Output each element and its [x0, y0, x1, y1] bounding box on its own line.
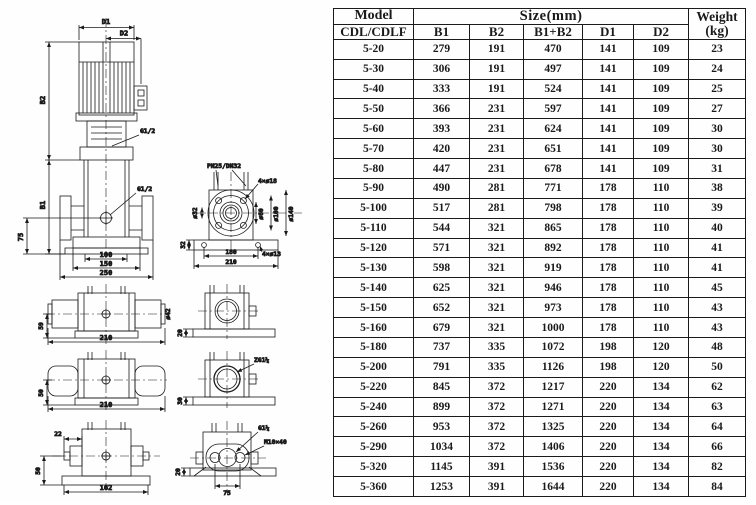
- model-cell: 5-200: [334, 357, 414, 377]
- value-cell: 178: [583, 278, 634, 298]
- value-cell: 23: [689, 39, 746, 59]
- model-cell: 5-260: [334, 417, 414, 437]
- table-row: [334, 198, 746, 218]
- table-body: [334, 39, 746, 496]
- label-zg114: ZG1¼: [254, 357, 270, 364]
- value-cell: 1271: [524, 397, 583, 417]
- label-4x18: 4×ø18: [258, 178, 277, 185]
- value-cell: 372: [470, 417, 524, 437]
- label-pn25-dn32: PN25/DN32: [206, 163, 242, 170]
- value-cell: 110: [634, 258, 689, 278]
- value-cell: 652: [414, 298, 470, 318]
- value-cell: 470: [524, 39, 583, 59]
- model-cell: 5-100: [334, 198, 414, 218]
- value-cell: 191: [470, 59, 524, 79]
- value-cell: 335: [470, 337, 524, 357]
- value-cell: 737: [414, 337, 470, 357]
- dim-30: 30: [177, 397, 184, 405]
- value-cell: 48: [689, 337, 746, 357]
- header-b2: B2: [470, 25, 524, 40]
- value-cell: 490: [414, 178, 470, 198]
- table-row: [334, 278, 746, 298]
- value-cell: 625: [414, 278, 470, 298]
- value-cell: 281: [470, 178, 524, 198]
- model-cell: 5-220: [334, 377, 414, 397]
- table-row: [334, 59, 746, 79]
- value-cell: 109: [634, 99, 689, 119]
- header-weight: [689, 9, 746, 40]
- value-cell: 39: [689, 198, 746, 218]
- value-cell: 109: [634, 159, 689, 179]
- header-model: Model: [334, 9, 414, 25]
- value-cell: 220: [583, 417, 634, 437]
- value-cell: 321: [470, 278, 524, 298]
- dim-20-p1: 20: [177, 329, 184, 337]
- value-cell: 333: [414, 79, 470, 99]
- value-cell: 447: [414, 159, 470, 179]
- value-cell: 43: [689, 318, 746, 338]
- table-row: [334, 337, 746, 357]
- value-cell: 134: [634, 477, 689, 497]
- dim-162: 162: [99, 484, 113, 492]
- value-cell: 220: [583, 377, 634, 397]
- value-cell: 84: [689, 477, 746, 497]
- value-cell: 141: [583, 159, 634, 179]
- table-row: [334, 437, 746, 457]
- model-cell: 5-80: [334, 159, 414, 179]
- value-cell: 651: [524, 139, 583, 159]
- value-cell: 66: [689, 437, 746, 457]
- value-cell: 110: [634, 278, 689, 298]
- value-cell: 141: [583, 99, 634, 119]
- table-row: [334, 477, 746, 497]
- dim-180: 180: [225, 249, 237, 256]
- value-cell: 109: [634, 79, 689, 99]
- value-cell: 109: [634, 139, 689, 159]
- header-d1: D1: [583, 25, 634, 40]
- value-cell: 372: [470, 397, 524, 417]
- value-cell: 798: [524, 198, 583, 218]
- value-cell: 231: [470, 139, 524, 159]
- pump-technical-drawing: [0, 0, 333, 500]
- dim-150: 150: [99, 260, 113, 268]
- value-cell: 366: [414, 99, 470, 119]
- value-cell: 109: [634, 119, 689, 139]
- value-cell: 597: [524, 99, 583, 119]
- header-b1: B1: [414, 25, 470, 40]
- side-view-3: [35, 420, 160, 495]
- value-cell: 1406: [524, 437, 583, 457]
- table-row: [334, 377, 746, 397]
- dim-210-a: 210: [99, 334, 113, 342]
- value-cell: 110: [634, 298, 689, 318]
- value-cell: 82: [689, 457, 746, 477]
- value-cell: 178: [583, 178, 634, 198]
- flange-detail-view: [180, 163, 302, 269]
- value-cell: 110: [634, 178, 689, 198]
- label-g12-upper: G1/2: [140, 128, 156, 135]
- value-cell: 679: [414, 318, 470, 338]
- table-row: [334, 178, 746, 198]
- value-cell: 178: [583, 218, 634, 238]
- table-row: [334, 218, 746, 238]
- value-cell: 321: [470, 318, 524, 338]
- port-view-1: [177, 284, 275, 339]
- value-cell: 1000: [524, 318, 583, 338]
- value-cell: 517: [414, 198, 470, 218]
- table-row: [334, 357, 746, 377]
- value-cell: 678: [524, 159, 583, 179]
- value-cell: 38: [689, 178, 746, 198]
- model-cell: 5-90: [334, 178, 414, 198]
- model-cell: 5-160: [334, 318, 414, 338]
- model-cell: 5-40: [334, 79, 414, 99]
- dim-d1: D1: [101, 18, 111, 26]
- value-cell: 1325: [524, 417, 583, 437]
- value-cell: 220: [583, 437, 634, 457]
- value-cell: 1217: [524, 377, 583, 397]
- dim-50-c: 50: [35, 467, 42, 475]
- value-cell: 497: [524, 59, 583, 79]
- value-cell: 335: [470, 357, 524, 377]
- value-cell: 279: [414, 39, 470, 59]
- value-cell: 1644: [524, 477, 583, 497]
- value-cell: 109: [634, 59, 689, 79]
- value-cell: 110: [634, 318, 689, 338]
- value-cell: 63: [689, 397, 746, 417]
- port-view-2: [177, 351, 275, 408]
- table-row: [334, 79, 746, 99]
- value-cell: 598: [414, 258, 470, 278]
- value-cell: 24: [689, 59, 746, 79]
- value-cell: 31: [689, 159, 746, 179]
- value-cell: 30: [689, 119, 746, 139]
- dim-210-b: 210: [99, 401, 113, 409]
- value-cell: 624: [524, 119, 583, 139]
- value-cell: 141: [583, 139, 634, 159]
- dim-phi140: ø140: [288, 206, 295, 222]
- value-cell: 120: [634, 337, 689, 357]
- dim-100: 100: [99, 251, 113, 259]
- dim-75: 75: [17, 232, 25, 242]
- table-row: [334, 397, 746, 417]
- value-cell: 919: [524, 258, 583, 278]
- dim-phi100: ø100: [273, 206, 280, 222]
- value-cell: 231: [470, 99, 524, 119]
- dim-phi60: ø60: [258, 208, 265, 220]
- value-cell: 321: [470, 238, 524, 258]
- table-row: [334, 238, 746, 258]
- value-cell: 321: [470, 258, 524, 278]
- header-size-mm: Size(mm): [414, 9, 689, 25]
- value-cell: 220: [583, 477, 634, 497]
- value-cell: 134: [634, 457, 689, 477]
- table-row: [334, 298, 746, 318]
- value-cell: 141: [583, 39, 634, 59]
- dim-phi32: ø32: [192, 207, 199, 219]
- dimension-table-wrap: [333, 8, 745, 497]
- value-cell: 791: [414, 357, 470, 377]
- value-cell: 281: [470, 198, 524, 218]
- value-cell: 220: [583, 457, 634, 477]
- model-cell: 5-150: [334, 298, 414, 318]
- value-cell: 865: [524, 218, 583, 238]
- value-cell: 220: [583, 397, 634, 417]
- dim-32: 32: [180, 241, 187, 249]
- value-cell: 178: [583, 298, 634, 318]
- label-g12-lower: G1/2: [137, 186, 153, 193]
- value-cell: 571: [414, 238, 470, 258]
- value-cell: 141: [583, 119, 634, 139]
- value-cell: 391: [470, 477, 524, 497]
- header-weight-line2: (kg): [705, 22, 729, 38]
- value-cell: 27: [689, 99, 746, 119]
- value-cell: 372: [470, 377, 524, 397]
- dim-210-flange: 210: [225, 259, 237, 266]
- model-cell: 5-20: [334, 39, 414, 59]
- main-front-view: [17, 18, 155, 280]
- value-cell: 45: [689, 278, 746, 298]
- value-cell: 141: [583, 59, 634, 79]
- value-cell: 198: [583, 357, 634, 377]
- label-m10x40: M10×40: [264, 439, 287, 446]
- table-row: [334, 139, 746, 159]
- header-d2: D2: [634, 25, 689, 40]
- value-cell: 1034: [414, 437, 470, 457]
- model-cell: 5-290: [334, 437, 414, 457]
- value-cell: 110: [634, 238, 689, 258]
- value-cell: 109: [634, 39, 689, 59]
- value-cell: 1072: [524, 337, 583, 357]
- table-row: [334, 417, 746, 437]
- model-cell: 5-120: [334, 238, 414, 258]
- model-cell: 5-180: [334, 337, 414, 357]
- value-cell: 134: [634, 417, 689, 437]
- value-cell: 134: [634, 377, 689, 397]
- dim-phi42: ø42: [165, 308, 172, 320]
- model-cell: 5-360: [334, 477, 414, 497]
- value-cell: 30: [689, 139, 746, 159]
- value-cell: 544: [414, 218, 470, 238]
- label-g114: G1¼: [258, 425, 270, 432]
- header-cdl-cdlf: CDL/CDLF: [334, 25, 414, 40]
- value-cell: 62: [689, 377, 746, 397]
- label-4x13: 4×ø13: [262, 251, 281, 258]
- value-cell: 973: [524, 298, 583, 318]
- value-cell: 771: [524, 178, 583, 198]
- dim-b2: B2: [39, 95, 47, 105]
- value-cell: 178: [583, 198, 634, 218]
- model-cell: 5-70: [334, 139, 414, 159]
- value-cell: 420: [414, 139, 470, 159]
- value-cell: 1126: [524, 357, 583, 377]
- table-row: [334, 457, 746, 477]
- table-header: [334, 9, 746, 40]
- value-cell: 393: [414, 119, 470, 139]
- value-cell: 1253: [414, 477, 470, 497]
- value-cell: 892: [524, 238, 583, 258]
- dim-b1: B1: [39, 200, 47, 210]
- value-cell: 899: [414, 397, 470, 417]
- oval-flange-view: [175, 421, 287, 497]
- value-cell: 50: [689, 357, 746, 377]
- side-view-2: [38, 350, 167, 412]
- value-cell: 40: [689, 218, 746, 238]
- value-cell: 110: [634, 218, 689, 238]
- value-cell: 321: [470, 298, 524, 318]
- pump-drawing-svg: [0, 0, 333, 500]
- value-cell: 191: [470, 79, 524, 99]
- dim-d2: D2: [119, 29, 129, 38]
- table-row: [334, 99, 746, 119]
- value-cell: 178: [583, 238, 634, 258]
- model-cell: 5-130: [334, 258, 414, 278]
- model-cell: 5-320: [334, 457, 414, 477]
- value-cell: 110: [634, 198, 689, 218]
- value-cell: 946: [524, 278, 583, 298]
- value-cell: 198: [583, 337, 634, 357]
- header-weight-line1: Weight: [696, 8, 738, 24]
- value-cell: 524: [524, 79, 583, 99]
- value-cell: 372: [470, 437, 524, 457]
- value-cell: 64: [689, 417, 746, 437]
- value-cell: 134: [634, 437, 689, 457]
- value-cell: 1536: [524, 457, 583, 477]
- table-row: [334, 119, 746, 139]
- value-cell: 391: [470, 457, 524, 477]
- value-cell: 41: [689, 258, 746, 278]
- value-cell: 953: [414, 417, 470, 437]
- model-cell: 5-140: [334, 278, 414, 298]
- table-row: [334, 159, 746, 179]
- header-b1b2: B1+B2: [524, 25, 583, 40]
- value-cell: 43: [689, 298, 746, 318]
- value-cell: 178: [583, 318, 634, 338]
- dim-59: 59: [38, 322, 45, 330]
- value-cell: 41: [689, 238, 746, 258]
- dim-250: 250: [99, 269, 113, 277]
- dim-50-b: 50: [38, 389, 45, 397]
- value-cell: 178: [583, 258, 634, 278]
- value-cell: 306: [414, 59, 470, 79]
- value-cell: 120: [634, 357, 689, 377]
- model-cell: 5-60: [334, 119, 414, 139]
- value-cell: 25: [689, 79, 746, 99]
- value-cell: 845: [414, 377, 470, 397]
- model-cell: 5-50: [334, 99, 414, 119]
- value-cell: 141: [583, 79, 634, 99]
- value-cell: 231: [470, 159, 524, 179]
- value-cell: 191: [470, 39, 524, 59]
- model-cell: 5-240: [334, 397, 414, 417]
- size-table: [333, 8, 746, 497]
- model-cell: 5-110: [334, 218, 414, 238]
- table-row: [334, 39, 746, 59]
- table-row: [334, 318, 746, 338]
- dim-75-oval: 75: [223, 490, 231, 497]
- value-cell: 231: [470, 119, 524, 139]
- value-cell: 134: [634, 397, 689, 417]
- value-cell: 321: [470, 218, 524, 238]
- table-row: [334, 258, 746, 278]
- value-cell: 1145: [414, 457, 470, 477]
- model-cell: 5-30: [334, 59, 414, 79]
- dim-20-oval: 20: [175, 468, 182, 476]
- side-view-1: [38, 284, 172, 345]
- dim-22: 22: [54, 431, 62, 438]
